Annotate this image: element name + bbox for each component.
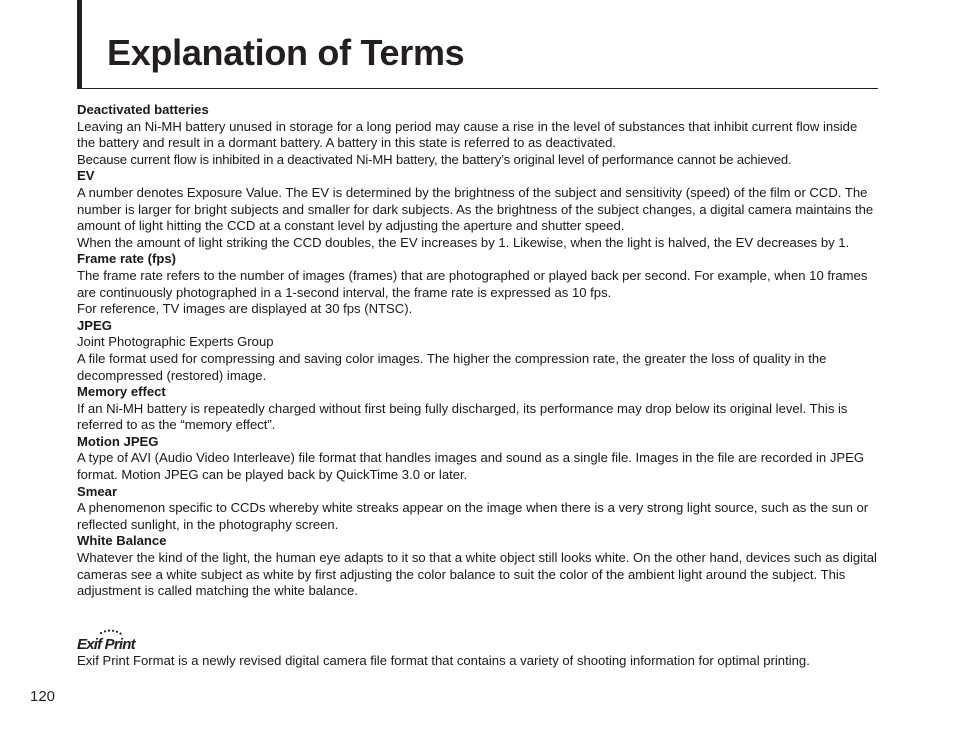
term-paragraph: The frame rate refers to the number of images (frames) that are photographed or played back per second. For example, when 10 frames are continuously photographed in a 1-second interval, the frame rate is expressed as 10 fps. — [77, 267, 868, 300]
term-heading: Frame rate (fps) — [77, 251, 176, 267]
term-heading: Deactivated batteries — [77, 102, 209, 117]
term-deactivated-batteries — [77, 102, 879, 168]
term-frame-rate — [77, 251, 879, 317]
term-paragraph: For reference, TV images are displayed at 30 fps (NTSC). — [77, 301, 413, 317]
term-paragraph: A file format used for compressing and saving color images. The higher the compression rate, the greater the loss of quality in the decompressed (restored) image. — [77, 350, 827, 383]
exif-print-description: Exif Print Format is a newly revised digital camera file format that contains a variety of shooting information for optimal printing. — [77, 653, 810, 668]
page-title: Explanation of Terms — [107, 32, 465, 73]
term-heading: Memory effect — [77, 384, 166, 400]
term-ev — [77, 168, 879, 251]
term-heading: White Balance — [77, 533, 167, 549]
term-smear — [77, 484, 879, 534]
term-heading: Motion JPEG — [77, 433, 159, 449]
terms-list — [77, 102, 879, 600]
term-paragraph: When the amount of light striking the CCD doubles, the EV increases by 1. Likewise, when the light is halved, the EV decreases by 1. — [77, 234, 850, 250]
exif-print-logo-icon — [77, 628, 137, 652]
term-white-balance — [77, 533, 879, 599]
term-paragraph: A type of AVI (Audio Video Interleave) file format that handles images and sound as a single file. Images in the file are recorded in JPEG format. Motion JPEG can be played back by QuickTime 3.0 or later. — [77, 450, 865, 483]
term-paragraph: Joint Photographic Experts Group — [77, 334, 274, 350]
term-memory-effect — [77, 384, 879, 434]
term-heading: EV — [77, 168, 95, 184]
exif-print-section — [77, 628, 883, 670]
term-paragraph: Leaving an Ni-MH battery unused in storage for a long period may cause a rise in the level of substances that inhibit current flow inside the battery and result in a dormant battery. A battery in this state is referred to as deactivated. — [77, 118, 858, 151]
term-heading: Smear — [77, 483, 118, 499]
term-jpeg — [77, 318, 879, 384]
term-paragraph: A number denotes Exposure Value. The EV is determined by the brightness of the subject and sensitivity (speed) of the film or CCD. The number is larger for bright subjects and smaller for dark subjects. As the brightness of the subject changes, a digital camera maintains the amount of light hitting the CCD at a constant level by adjusting the aperture and shutter speed. — [77, 184, 874, 234]
term-paragraph: If an Ni-MH battery is repeatedly charged without first being fully discharged, its performance may drop below its original level. This is referred to as the “memory effect”. — [77, 400, 848, 433]
title-divider — [77, 88, 878, 89]
term-motion-jpeg — [77, 434, 879, 484]
title-accent-bar — [77, 0, 82, 89]
exif-print-logo-text: Exif Print — [77, 636, 135, 652]
term-paragraph: A phenomenon specific to CCDs whereby white streaks appear on the image when there is a very strong light source, such as the sun or reflected sunlight, in the photography screen. — [77, 500, 869, 532]
term-heading: JPEG — [77, 317, 112, 333]
term-paragraph: Because current flow is inhibited in a deactivated Ni-MH battery, the battery’s original level of performance cannot be achieved. — [77, 151, 792, 167]
page-number: 120 — [30, 688, 56, 705]
term-paragraph: Whatever the kind of the light, the human eye adapts to it so that a white object still looks white. On the other hand, devices such as digital cameras see a white subject as white by first adjusting the color balance to suit the color of the ambient light around the subject. This adjustment is called matching the white balance. — [77, 550, 877, 599]
